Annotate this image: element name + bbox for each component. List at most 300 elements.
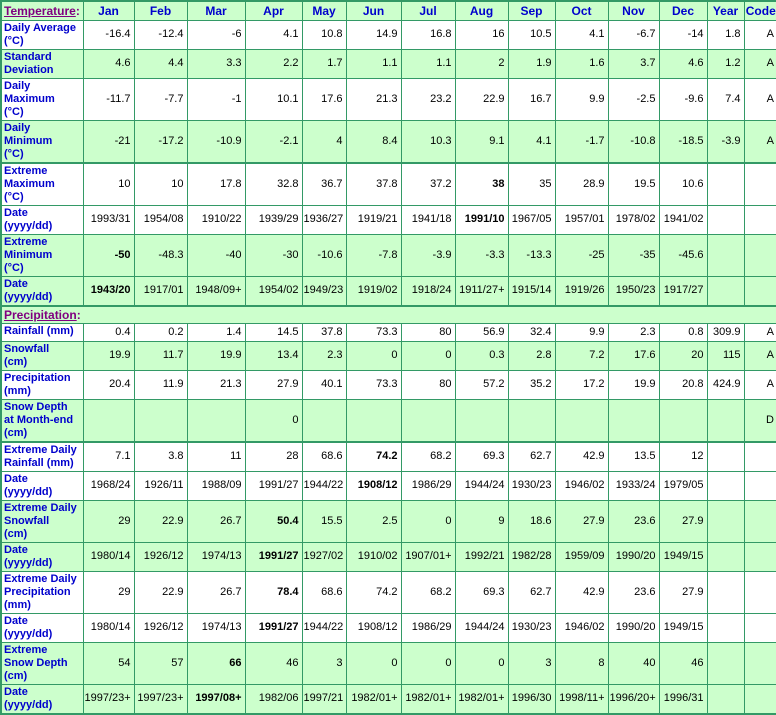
data-cell: 62.7: [508, 571, 555, 613]
row-label: Daily Maximum (°C): [1, 78, 83, 120]
table-row: [1, 542, 776, 571]
data-cell: 27.9: [245, 370, 302, 399]
row-label: Precipitation (mm): [1, 370, 83, 399]
data-cell: 36.7: [302, 163, 346, 206]
data-cell: -2.5: [608, 78, 659, 120]
data-cell: 4.1: [555, 20, 608, 49]
data-cell: A: [744, 323, 776, 341]
temperature-section-label: Temperature: [4, 3, 76, 18]
data-cell: 37.8: [302, 323, 346, 341]
data-cell: 0.3: [455, 341, 508, 370]
table-row: [1, 234, 776, 276]
data-cell: 66: [187, 642, 245, 684]
data-cell: 27.9: [555, 500, 608, 542]
data-cell: 68.2: [401, 571, 455, 613]
data-cell: 37.8: [346, 163, 401, 206]
data-cell: 32.4: [508, 323, 555, 341]
data-cell: 2.3: [302, 341, 346, 370]
row-label: Extreme Minimum (°C): [1, 234, 83, 276]
data-cell: 1986/29: [401, 613, 455, 642]
data-cell: 1974/13: [187, 613, 245, 642]
row-label: Standard Deviation: [1, 49, 83, 78]
data-cell: 28: [245, 442, 302, 472]
data-cell: 69.3: [455, 571, 508, 613]
data-cell: 1936/27: [302, 205, 346, 234]
data-cell: 4.6: [659, 49, 707, 78]
data-cell: 1991/10: [455, 205, 508, 234]
data-cell: 0: [455, 642, 508, 684]
row-label: Extreme Daily Precipitation (mm): [1, 571, 83, 613]
data-cell: 1982/06: [245, 684, 302, 714]
data-cell: 1982/01+: [455, 684, 508, 714]
data-cell: 9.1: [455, 120, 508, 163]
data-cell: 10.3: [401, 120, 455, 163]
data-cell: 3: [508, 642, 555, 684]
data-cell: 3: [302, 642, 346, 684]
data-cell: 1.6: [555, 49, 608, 78]
data-cell: 12: [659, 442, 707, 472]
column-header-jan: Jan: [83, 1, 134, 20]
data-cell: 1944/22: [302, 471, 346, 500]
data-cell: 1.8: [707, 20, 744, 49]
data-cell: -9.6: [659, 78, 707, 120]
row-label: Rainfall (mm): [1, 323, 83, 341]
data-cell: [744, 613, 776, 642]
data-cell: 0: [401, 642, 455, 684]
data-cell: 1980/14: [83, 542, 134, 571]
data-cell: 1996/30: [508, 684, 555, 714]
data-cell: [83, 399, 134, 442]
column-header-year: Year: [707, 1, 744, 20]
data-cell: 23.2: [401, 78, 455, 120]
data-cell: 1.2: [707, 49, 744, 78]
column-header-apr: Apr: [245, 1, 302, 20]
data-cell: -7.8: [346, 234, 401, 276]
data-cell: 1926/11: [134, 471, 187, 500]
data-cell: -6: [187, 20, 245, 49]
data-cell: -3.3: [455, 234, 508, 276]
data-cell: 57.2: [455, 370, 508, 399]
data-cell: [134, 399, 187, 442]
data-cell: 26.7: [187, 571, 245, 613]
data-cell: 29: [83, 500, 134, 542]
data-cell: 1911/27+: [455, 276, 508, 306]
data-cell: -12.4: [134, 20, 187, 49]
data-cell: [744, 276, 776, 306]
data-cell: 19.9: [608, 370, 659, 399]
data-cell: -1: [187, 78, 245, 120]
data-cell: A: [744, 49, 776, 78]
data-cell: -2.1: [245, 120, 302, 163]
data-cell: 22.9: [134, 571, 187, 613]
data-cell: 46: [659, 642, 707, 684]
data-cell: 4.1: [508, 120, 555, 163]
data-cell: 1974/13: [187, 542, 245, 571]
data-cell: 1991/27: [245, 471, 302, 500]
data-cell: 10: [83, 163, 134, 206]
data-cell: [707, 442, 744, 472]
data-cell: [608, 399, 659, 442]
data-cell: 1927/02: [302, 542, 346, 571]
data-cell: 80: [401, 370, 455, 399]
column-header-sep: Sep: [508, 1, 555, 20]
data-cell: 1915/14: [508, 276, 555, 306]
data-cell: 1996/20+: [608, 684, 659, 714]
data-cell: -17.2: [134, 120, 187, 163]
data-cell: 4.6: [83, 49, 134, 78]
data-cell: 1917/27: [659, 276, 707, 306]
table-row: [1, 323, 776, 341]
row-label: Date (yyyy/dd): [1, 276, 83, 306]
data-cell: 2.8: [508, 341, 555, 370]
data-cell: 1986/29: [401, 471, 455, 500]
data-cell: 9.9: [555, 323, 608, 341]
data-cell: 1.1: [346, 49, 401, 78]
data-cell: [707, 542, 744, 571]
data-cell: [707, 234, 744, 276]
data-cell: 1982/01+: [401, 684, 455, 714]
data-cell: 42.9: [555, 442, 608, 472]
data-cell: 46: [245, 642, 302, 684]
section-row: [1, 306, 776, 324]
row-label: Snow Depth at Month-end (cm): [1, 399, 83, 442]
data-cell: [401, 399, 455, 442]
data-cell: 1908/12: [346, 613, 401, 642]
data-cell: 1907/01+: [401, 542, 455, 571]
table-row: [1, 399, 776, 442]
data-cell: 16.7: [508, 78, 555, 120]
data-cell: 20: [659, 341, 707, 370]
temperature-section-colon: :: [75, 3, 80, 18]
data-cell: 19.5: [608, 163, 659, 206]
row-label: Daily Average (°C): [1, 20, 83, 49]
table-row: [1, 442, 776, 472]
data-cell: 19.9: [83, 341, 134, 370]
data-cell: 7.2: [555, 341, 608, 370]
data-cell: [302, 399, 346, 442]
data-cell: 1997/23+: [83, 684, 134, 714]
column-header-oct: Oct: [555, 1, 608, 20]
data-cell: 2.2: [245, 49, 302, 78]
data-cell: 14.5: [245, 323, 302, 341]
data-cell: -48.3: [134, 234, 187, 276]
data-cell: -35: [608, 234, 659, 276]
data-cell: -13.3: [508, 234, 555, 276]
data-cell: 4.1: [245, 20, 302, 49]
row-label: Snowfall (cm): [1, 341, 83, 370]
data-cell: 16: [455, 20, 508, 49]
data-cell: -3.9: [401, 234, 455, 276]
data-cell: 62.7: [508, 442, 555, 472]
data-cell: 0: [401, 500, 455, 542]
data-cell: 1959/09: [555, 542, 608, 571]
data-cell: [187, 399, 245, 442]
data-cell: 69.3: [455, 442, 508, 472]
data-cell: [508, 399, 555, 442]
data-cell: 1.1: [401, 49, 455, 78]
data-cell: 73.3: [346, 370, 401, 399]
data-cell: 13.4: [245, 341, 302, 370]
data-cell: [707, 163, 744, 206]
data-cell: 50.4: [245, 500, 302, 542]
data-cell: 8.4: [346, 120, 401, 163]
data-cell: 1990/20: [608, 542, 659, 571]
table-row: [1, 370, 776, 399]
data-cell: 4: [302, 120, 346, 163]
data-cell: 68.6: [302, 571, 346, 613]
precipitation-section-label: Precipitation: [4, 307, 77, 322]
data-cell: 10.1: [245, 78, 302, 120]
row-label: Extreme Daily Snowfall (cm): [1, 500, 83, 542]
column-header-jul: Jul: [401, 1, 455, 20]
column-header-feb: Feb: [134, 1, 187, 20]
data-cell: 35.2: [508, 370, 555, 399]
table-row: [1, 276, 776, 306]
data-cell: -40: [187, 234, 245, 276]
data-cell: [707, 571, 744, 613]
data-cell: 115: [707, 341, 744, 370]
data-cell: 78.4: [245, 571, 302, 613]
data-cell: [707, 276, 744, 306]
data-cell: 17.6: [608, 341, 659, 370]
data-cell: 1997/21: [302, 684, 346, 714]
column-header-jun: Jun: [346, 1, 401, 20]
data-cell: 0.8: [659, 323, 707, 341]
table-row: [1, 20, 776, 49]
data-cell: A: [744, 120, 776, 163]
data-cell: [707, 642, 744, 684]
data-cell: 1910/02: [346, 542, 401, 571]
data-cell: 1991/27: [245, 542, 302, 571]
data-cell: -30: [245, 234, 302, 276]
data-cell: 1998/11+: [555, 684, 608, 714]
data-cell: [744, 442, 776, 472]
data-cell: 10.5: [508, 20, 555, 49]
data-cell: 0: [245, 399, 302, 442]
data-cell: 1982/01+: [346, 684, 401, 714]
data-cell: A: [744, 20, 776, 49]
data-cell: 1997/23+: [134, 684, 187, 714]
data-cell: 16.8: [401, 20, 455, 49]
data-cell: 1944/22: [302, 613, 346, 642]
data-cell: 32.8: [245, 163, 302, 206]
data-cell: 1992/21: [455, 542, 508, 571]
column-header-nov: Nov: [608, 1, 659, 20]
data-cell: 1980/14: [83, 613, 134, 642]
precipitation-section-colon: :: [76, 307, 81, 322]
data-cell: [744, 571, 776, 613]
data-cell: 1939/29: [245, 205, 302, 234]
table-row: [1, 500, 776, 542]
data-cell: -11.7: [83, 78, 134, 120]
table-row: [1, 642, 776, 684]
data-cell: [659, 399, 707, 442]
data-cell: 29: [83, 571, 134, 613]
data-cell: 26.7: [187, 500, 245, 542]
data-cell: -7.7: [134, 78, 187, 120]
row-label: Daily Minimum (°C): [1, 120, 83, 163]
data-cell: 17.6: [302, 78, 346, 120]
data-cell: 40.1: [302, 370, 346, 399]
data-cell: 1957/01: [555, 205, 608, 234]
data-cell: 11.7: [134, 341, 187, 370]
data-cell: 68.6: [302, 442, 346, 472]
data-cell: 1.4: [187, 323, 245, 341]
row-label: Date (yyyy/dd): [1, 471, 83, 500]
data-cell: 68.2: [401, 442, 455, 472]
data-cell: -45.6: [659, 234, 707, 276]
data-cell: 424.9: [707, 370, 744, 399]
data-cell: 1926/12: [134, 613, 187, 642]
data-cell: 1954/08: [134, 205, 187, 234]
row-label: Extreme Daily Rainfall (mm): [1, 442, 83, 472]
table-row: [1, 341, 776, 370]
data-cell: -10.9: [187, 120, 245, 163]
data-cell: 74.2: [346, 571, 401, 613]
data-cell: 1941/02: [659, 205, 707, 234]
data-cell: 1926/12: [134, 542, 187, 571]
data-cell: 3.8: [134, 442, 187, 472]
data-cell: 42.9: [555, 571, 608, 613]
data-cell: 80: [401, 323, 455, 341]
data-cell: 0: [401, 341, 455, 370]
data-cell: 1949/23: [302, 276, 346, 306]
table-row: [1, 163, 776, 206]
data-cell: -21: [83, 120, 134, 163]
table-row: [1, 205, 776, 234]
data-cell: 0.4: [83, 323, 134, 341]
data-cell: 10.8: [302, 20, 346, 49]
data-cell: 10: [134, 163, 187, 206]
data-cell: 21.3: [187, 370, 245, 399]
column-header-may: May: [302, 1, 346, 20]
data-cell: 9: [455, 500, 508, 542]
data-cell: 8: [555, 642, 608, 684]
data-cell: [744, 234, 776, 276]
data-cell: 1991/27: [245, 613, 302, 642]
data-cell: 2.3: [608, 323, 659, 341]
data-cell: 1982/28: [508, 542, 555, 571]
data-cell: A: [744, 78, 776, 120]
data-cell: -18.5: [659, 120, 707, 163]
data-cell: -3.9: [707, 120, 744, 163]
row-label: Date (yyyy/dd): [1, 542, 83, 571]
data-cell: 73.3: [346, 323, 401, 341]
data-cell: 309.9: [707, 323, 744, 341]
data-cell: 1979/05: [659, 471, 707, 500]
data-cell: 15.5: [302, 500, 346, 542]
data-cell: -1.7: [555, 120, 608, 163]
data-cell: 19.9: [187, 341, 245, 370]
data-cell: 1988/09: [187, 471, 245, 500]
data-cell: 22.9: [455, 78, 508, 120]
data-cell: 20.4: [83, 370, 134, 399]
data-cell: 27.9: [659, 571, 707, 613]
data-cell: 28.9: [555, 163, 608, 206]
data-cell: 13.5: [608, 442, 659, 472]
row-label: Extreme Maximum (°C): [1, 163, 83, 206]
table-row: [1, 78, 776, 120]
data-cell: 1948/09+: [187, 276, 245, 306]
data-cell: 0.2: [134, 323, 187, 341]
precipitation-section-link[interactable]: [1, 306, 776, 324]
data-cell: [707, 399, 744, 442]
data-cell: 14.9: [346, 20, 401, 49]
data-cell: 23.6: [608, 571, 659, 613]
data-cell: 23.6: [608, 500, 659, 542]
table-row: [1, 684, 776, 714]
data-cell: 1967/05: [508, 205, 555, 234]
data-cell: 40: [608, 642, 659, 684]
data-cell: 1943/20: [83, 276, 134, 306]
data-cell: [707, 205, 744, 234]
data-cell: 1919/21: [346, 205, 401, 234]
data-cell: [744, 471, 776, 500]
data-cell: 0: [346, 642, 401, 684]
data-cell: 37.2: [401, 163, 455, 206]
data-cell: 22.9: [134, 500, 187, 542]
data-cell: 1978/02: [608, 205, 659, 234]
table-row: [1, 471, 776, 500]
data-cell: 18.6: [508, 500, 555, 542]
data-cell: 2.5: [346, 500, 401, 542]
data-cell: -6.7: [608, 20, 659, 49]
data-cell: [346, 399, 401, 442]
data-cell: -25: [555, 234, 608, 276]
data-cell: 1944/24: [455, 471, 508, 500]
data-cell: 1968/24: [83, 471, 134, 500]
data-cell: 27.9: [659, 500, 707, 542]
data-cell: 1993/31: [83, 205, 134, 234]
table-row: [1, 613, 776, 642]
data-cell: [555, 399, 608, 442]
data-cell: 17.2: [555, 370, 608, 399]
row-label: Date (yyyy/dd): [1, 205, 83, 234]
data-cell: 1949/15: [659, 613, 707, 642]
data-cell: 11: [187, 442, 245, 472]
table-row: [1, 49, 776, 78]
data-cell: A: [744, 341, 776, 370]
data-cell: 1919/02: [346, 276, 401, 306]
data-cell: -10.6: [302, 234, 346, 276]
data-cell: 1996/31: [659, 684, 707, 714]
data-cell: 35: [508, 163, 555, 206]
temperature-section-link[interactable]: [1, 1, 83, 20]
data-cell: 1941/18: [401, 205, 455, 234]
data-cell: [707, 684, 744, 714]
data-cell: 56.9: [455, 323, 508, 341]
row-label: Date (yyyy/dd): [1, 613, 83, 642]
data-cell: 1917/01: [134, 276, 187, 306]
column-header-mar: Mar: [187, 1, 245, 20]
data-cell: 10.6: [659, 163, 707, 206]
data-cell: 54: [83, 642, 134, 684]
data-cell: 1949/15: [659, 542, 707, 571]
row-label: Date (yyyy/dd): [1, 684, 83, 714]
data-cell: 1.9: [508, 49, 555, 78]
data-cell: [744, 500, 776, 542]
data-cell: 3.7: [608, 49, 659, 78]
column-header-aug: Aug: [455, 1, 508, 20]
data-cell: 38: [455, 163, 508, 206]
data-cell: 1910/22: [187, 205, 245, 234]
data-cell: 1918/24: [401, 276, 455, 306]
data-cell: 1946/02: [555, 471, 608, 500]
table-header-row: [1, 1, 776, 20]
data-cell: [744, 684, 776, 714]
data-cell: 2: [455, 49, 508, 78]
data-cell: 7.1: [83, 442, 134, 472]
